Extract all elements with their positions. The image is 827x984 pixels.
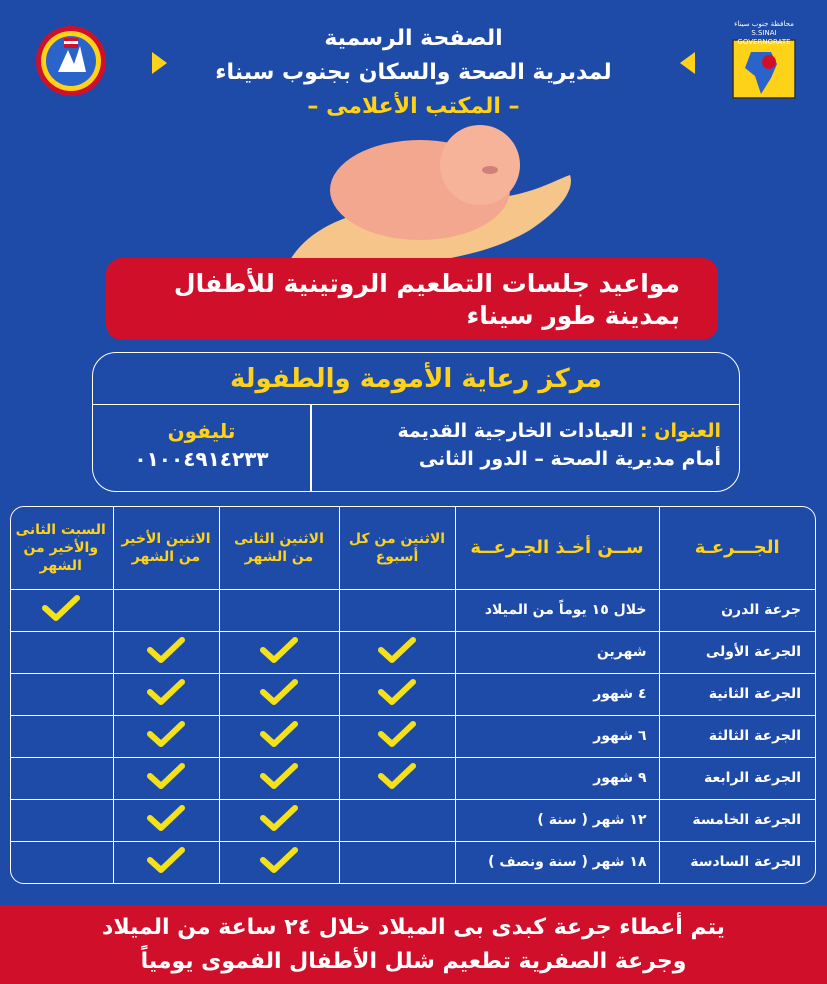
schedule-cell [339,673,455,715]
dose-age-cell: شهرين [455,631,659,673]
checkmark-icon [147,694,185,710]
checkmark-icon [260,778,298,794]
address-line2: أمام مديرية الصحة – الدور الثانى [418,448,721,470]
baby-in-hands-illustration [280,120,580,270]
header-age: ســن أخـذ الجـرعــة [455,507,659,589]
schedule-cell [113,715,219,757]
schedule-cell [219,589,339,631]
schedule-cell [339,715,455,757]
schedule-cell [113,757,219,799]
checkmark-icon [260,736,298,752]
dose-name-cell: الجرعة الخامسة [659,799,815,841]
checkmark-icon [378,736,416,752]
dose-name-cell: الجرعة الرابعة [659,757,815,799]
table-row [10,631,815,673]
schedule-cell [219,673,339,715]
triangle-left-icon [152,52,167,74]
center-title: مركز رعاية الأمومة والطفولة [93,353,739,405]
table-row [10,841,815,883]
checkmark-icon [260,862,298,878]
checkmark-icon [260,694,298,710]
dose-age-cell: ١٢ شهر ( سنة ) [455,799,659,841]
table-row [10,757,815,799]
schedule-cell [113,589,219,631]
schedule-cell [219,799,339,841]
checkmark-icon [147,862,185,878]
header-office: – المكتب الأعلامى – [307,94,520,119]
header-title: الصفحة الرسمية [324,26,503,51]
vaccination-schedule-table [10,506,816,884]
table-row [10,715,815,757]
address-label: العنوان : [640,420,721,442]
dose-age-cell: خلال ١٥ يوماً من الميلاد [455,589,659,631]
schedule-cell [113,631,219,673]
checkmark-icon [260,652,298,668]
footer-note [0,905,827,984]
schedule-cell [10,715,113,757]
checkmark-icon [378,694,416,710]
dose-name-cell: الجرعة الثانية [659,673,815,715]
health-directorate-logo [34,24,108,98]
schedule-cell [219,631,339,673]
checkmark-icon [378,778,416,794]
schedule-cell [10,799,113,841]
center-address [311,417,721,473]
checkmark-icon [147,736,185,752]
schedule-cell [339,841,455,883]
checkmark-icon [147,820,185,836]
schedule-cell [339,757,455,799]
checkmark-icon [147,778,185,794]
schedule-cell [219,715,339,757]
schedule-banner [106,258,718,340]
address-line1: العيادات الخارجية القديمة [397,420,634,442]
dose-age-cell: ١٨ شهر ( سنة ونصف ) [455,841,659,883]
dose-name-cell: الجرعة السادسة [659,841,815,883]
phone-label: تليفون [167,419,236,443]
schedule-cell [10,673,113,715]
schedule-cell [113,841,219,883]
checkmark-icon [260,820,298,836]
footer-line2: وجرعة الصفرية تطعيم شلل الأطفال الفموى يومياً [140,949,687,974]
schedule-cell [10,757,113,799]
center-phone [93,417,310,473]
schedule-cell [10,841,113,883]
schedule-cell [339,631,455,673]
checkmark-icon [147,652,185,668]
dose-name-cell: الجرعة الثالثة [659,715,815,757]
dose-age-cell: ٤ شهور [455,673,659,715]
schedule-cell [339,799,455,841]
page-header [0,22,827,122]
triangle-right-icon [680,52,695,74]
dose-name-cell: الجرعة الأولى [659,631,815,673]
header-last-monday: الاثنين الأخير من الشهر [113,507,219,589]
schedule-cell [10,631,113,673]
schedule-cell [113,799,219,841]
dose-name-cell: جرعة الدرن [659,589,815,631]
banner-city: بمدينة طور سيناء [466,301,680,330]
center-info-box [92,352,740,492]
schedule-cell [113,673,219,715]
checkmark-icon [378,652,416,668]
table-row [10,799,815,841]
phone-number: ٠١٠٠٤٩١٤٢٣٣ [134,447,269,471]
dose-age-cell: ٦ شهور [455,715,659,757]
schedule-cell [339,589,455,631]
header-every-monday: الاثنين من كل أسبوع [339,507,455,589]
header-dose: الجـــرعـة [659,507,815,589]
governorate-caption: محافظة جنوب سيناء S.SINAI GOVERNORATE [734,20,794,46]
schedule-cell [219,757,339,799]
dose-age-cell: ٩ شهور [455,757,659,799]
schedule-cell [10,589,113,631]
table-header-row [10,507,815,589]
footer-line1: يتم أعطاء جرعة كبدى بى الميلاد خلال ٢٤ ساعة من الميلاد [102,915,725,940]
table-row [10,589,815,631]
banner-title: مواعيد جلسات التطعيم الروتينية للأطفال [173,269,680,298]
header-second-monday: الاثنين الثانى من الشهر [219,507,339,589]
header-subtitle: لمديرية الصحة والسكان بجنوب سيناء [215,60,612,85]
checkmark-icon [42,610,80,626]
header-saturday: السبت الثانى والأخير من الشهر [10,507,113,589]
table-row [10,673,815,715]
schedule-cell [219,841,339,883]
